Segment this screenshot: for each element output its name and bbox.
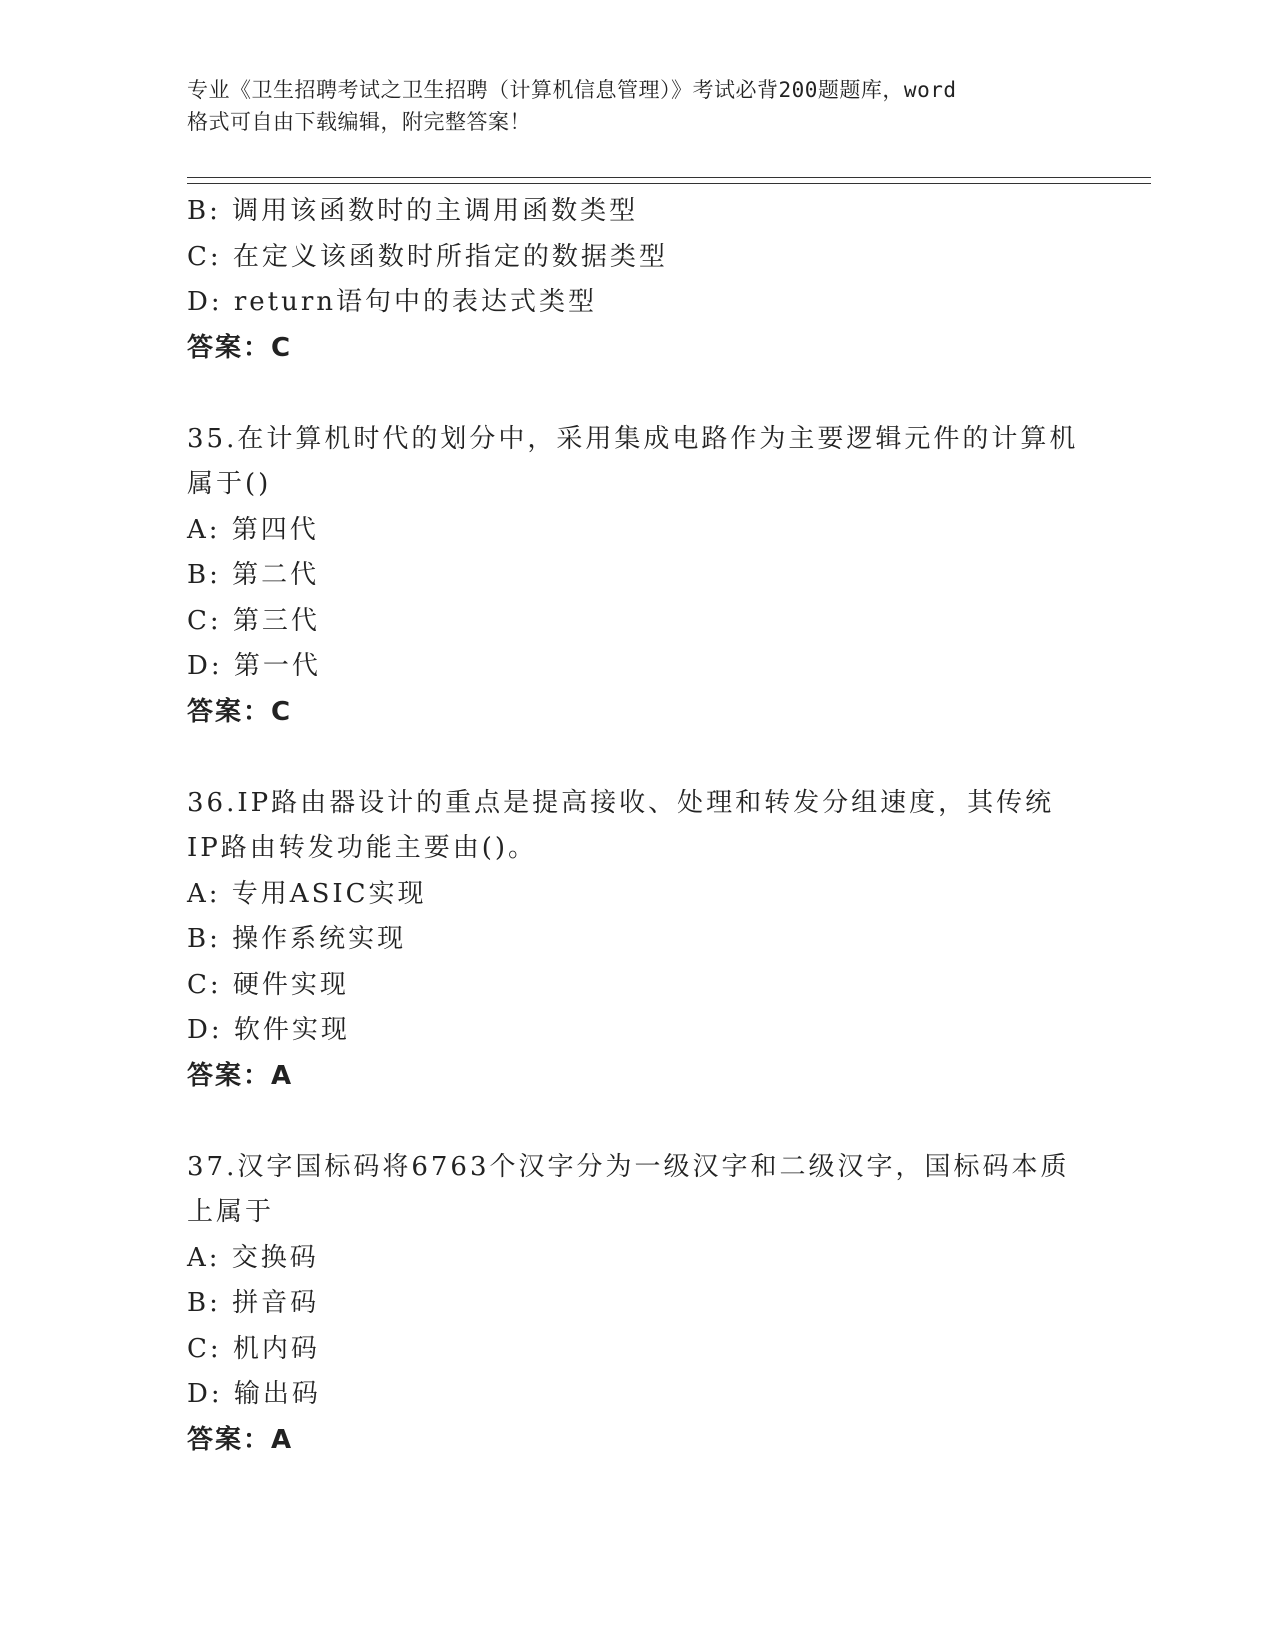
question-stem-line: IP路由转发功能主要由()。	[187, 833, 538, 863]
option-a: A: 专用ASIC实现	[187, 878, 427, 909]
header-line-2: 格式可自由下载编辑，附完整答案！	[187, 110, 531, 134]
document-header	[187, 74, 1087, 138]
option-d: D: return语句中的表达式类型	[187, 287, 598, 317]
question-list	[187, 189, 1087, 1463]
option-d: D: 输出码	[187, 1379, 321, 1409]
question-block-34	[187, 189, 1087, 371]
option-c: C: 机内码	[187, 1333, 320, 1364]
question-stem-line: 37.汉字国标码将6763个汉字分为一级汉字和二级汉字，国标码本质	[187, 1151, 1070, 1182]
option-d: D: 第一代	[187, 651, 321, 681]
option-c: C: 第三代	[187, 605, 320, 636]
option-b: B: 调用该函数时的主调用函数类型	[187, 196, 639, 226]
answer-line: 答案：A	[187, 1424, 294, 1455]
spacer	[187, 735, 1087, 781]
header-divider-bottom	[187, 183, 1151, 184]
spacer	[187, 1099, 1087, 1145]
question-stem-line: 属于()	[187, 469, 272, 499]
option-c: C: 硬件实现	[187, 969, 349, 1000]
header-divider-top	[187, 177, 1151, 178]
answer-line: 答案：C	[187, 332, 293, 363]
question-stem-line: 35.在计算机时代的划分中，采用集成电路作为主要逻辑元件的计算机	[187, 423, 1079, 454]
answer-line: 答案：A	[187, 1060, 294, 1091]
header-line-1: 专业《卫生招聘考试之卫生招聘（计算机信息管理）》考试必背200题题库，word	[187, 78, 957, 102]
question-block-37	[187, 1145, 1087, 1464]
option-a: A: 交换码	[187, 1242, 319, 1273]
question-block-35	[187, 417, 1087, 736]
spacer	[187, 371, 1087, 417]
answer-line: 答案：C	[187, 696, 293, 727]
option-a: A: 第四代	[187, 514, 319, 545]
option-b: B: 第二代	[187, 560, 320, 590]
question-block-36	[187, 781, 1087, 1100]
option-c: C: 在定义该函数时所指定的数据类型	[187, 241, 668, 272]
question-stem-line: 上属于	[187, 1197, 275, 1227]
question-stem-line: 36.IP路由器设计的重点是提高接收、处理和转发分组速度，其传统	[187, 787, 1055, 818]
option-b: B: 操作系统实现	[187, 924, 407, 954]
option-d: D: 软件实现	[187, 1015, 350, 1045]
option-b: B: 拼音码	[187, 1288, 320, 1318]
